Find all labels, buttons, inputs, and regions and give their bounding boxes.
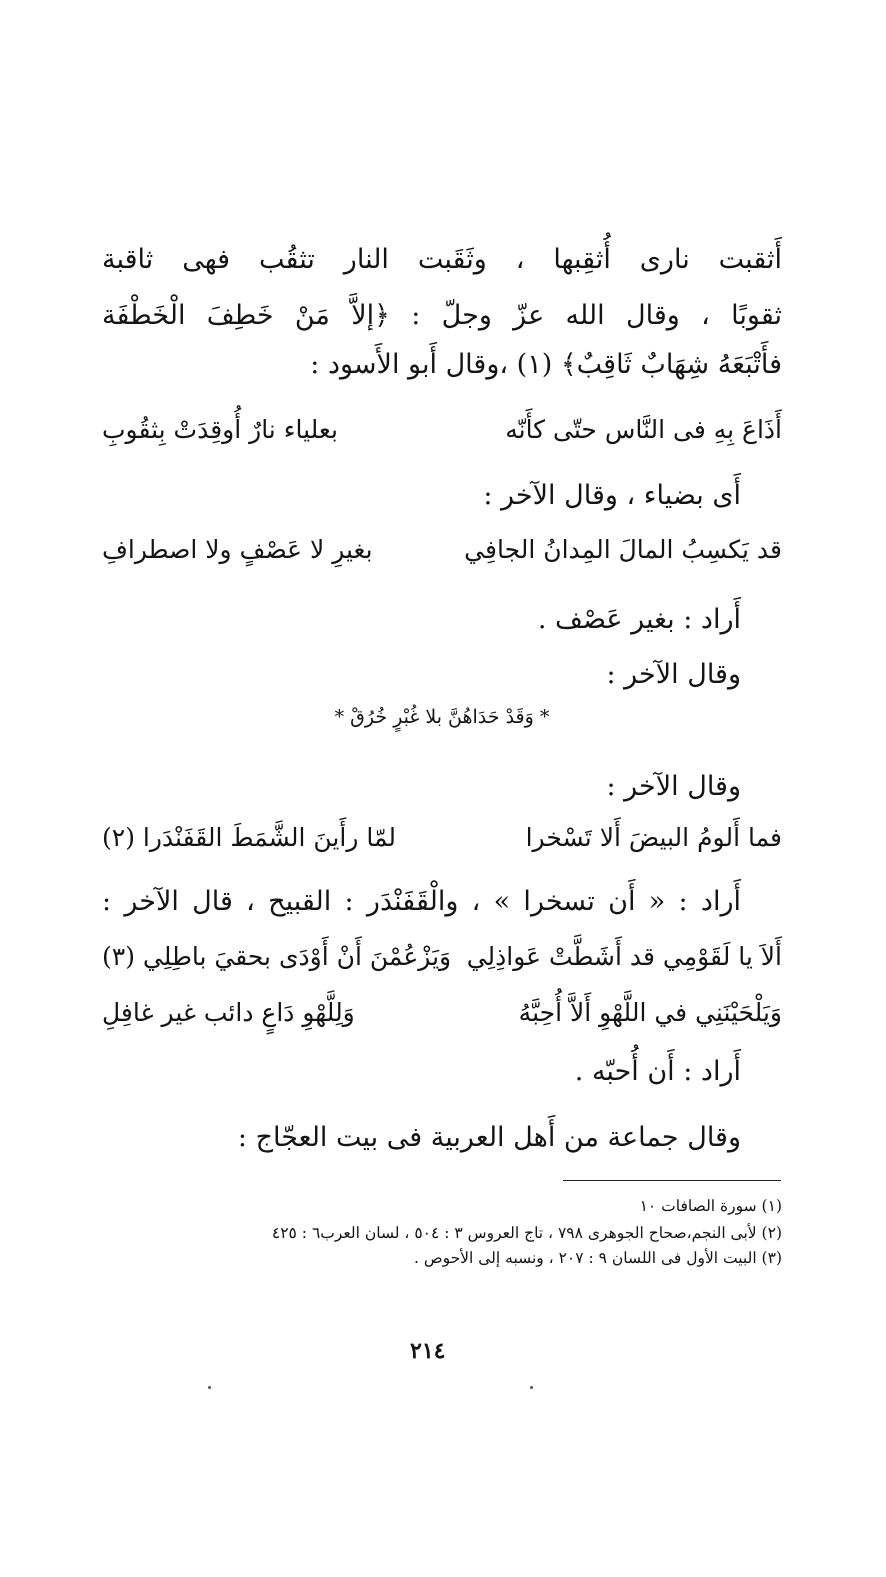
text-line-2: ثقوبًا ، وقال الله عزّ وجلّ : ﴿إلاَّ مَنْ خَطِفَ الْخَطْفَة — [102, 300, 782, 331]
text-line-4: أَى بضياء ، وقال الآخر : — [483, 480, 741, 511]
scan-speck — [208, 1386, 211, 1389]
verse-3-first-hemistich: فما أَلومُ البيضَ أَلا تَسْخرا — [525, 823, 782, 852]
verse-2 — [102, 530, 782, 570]
verse-4-second-hemistich: وَيَزْعُمْنَ أَنْ أَوْدَى بحقيَ باطِلِي (٣) — [102, 942, 452, 971]
text-line-10: وقال جماعة من أَهل العربية فى بيت العجّاج : — [237, 1122, 741, 1153]
verse-1 — [102, 410, 782, 450]
verse-5-second-hemistich: وَلِلَّهْوِ دَاعٍ دائب غير غافِلِ — [102, 998, 355, 1027]
verse-1-first-hemistich: أَذَاعَ بِهِ فى النَّاس حتّى كأَنّه — [505, 415, 782, 444]
verse-4-first-hemistich: أَلاَ يا لَقَوْمِي قد أَشَطَّتْ عَواذِلِي — [466, 942, 782, 971]
scan-speck — [530, 1386, 533, 1389]
text-line-9: أَراد : أَن أُحبّه . — [574, 1056, 741, 1087]
half-verse: * وَقَدْ حَدَاهُنَّ بلا غُبْرٍ خُرُقْ * — [334, 706, 550, 728]
footnote-1: (١) سورة الصافات ١٠ — [639, 1197, 782, 1215]
verse-1-second-hemistich: بعلياء نارٌ أُوقِدَتْ بِثقُوبِ — [102, 415, 338, 444]
footnote-2: (٢) لأبى النجم،صحاح الجوهرى ٧٩٨ ، تاج العروس ٣ : ٥٠٤ ، لسان العرب٦ : ٤٢٥ — [271, 1224, 782, 1242]
verse-3-second-hemistich: لمّا رأَينَ الشَّمَطَ القَفَنْدَرا (٢) — [102, 823, 397, 852]
verse-5-first-hemistich: وَيَلْحَيْنَنِي في اللَّهْوِ أَلاَّ أُحِبَّهُ — [518, 998, 782, 1027]
text-line-1: أَثقبت نارى أُثقِبها ، وثَقَبت النار تثقُب فهى ثاقبة — [102, 244, 782, 275]
verse-2-first-hemistich: قد يَكسِبُ المالَ المِدانُ الجافِي — [464, 535, 782, 564]
text-line-8: أَراد : « أَن تسخرا » ، والْقَفَنْدَر : القبيح ، قال الآخر : — [102, 886, 741, 917]
text-line-5: أَراد : بغير عَصْف . — [537, 604, 741, 635]
page-number: ٢١٤ — [410, 1338, 446, 1364]
text-line-7: وقال الآخر : — [606, 771, 741, 802]
verse-5 — [102, 993, 782, 1033]
footnote-divider — [563, 1180, 781, 1181]
verse-3 — [102, 818, 782, 858]
text-line-6: وقال الآخر : — [606, 659, 741, 690]
footnote-3: (٣) البيت الأول فى اللسان ٩ : ٢٠٧ ، ونسبه إلى الأحوص . — [414, 1249, 782, 1267]
verse-4 — [102, 937, 782, 977]
verse-2-second-hemistich: بغيرِ لا عَصْفٍ ولا اصطرافِ — [102, 535, 373, 564]
text-line-3: فأَتْبَعَهُ شِهَابٌ ثَاقِبٌ﴾ (١) ،وقال أَبو الأَسود : — [310, 349, 782, 380]
